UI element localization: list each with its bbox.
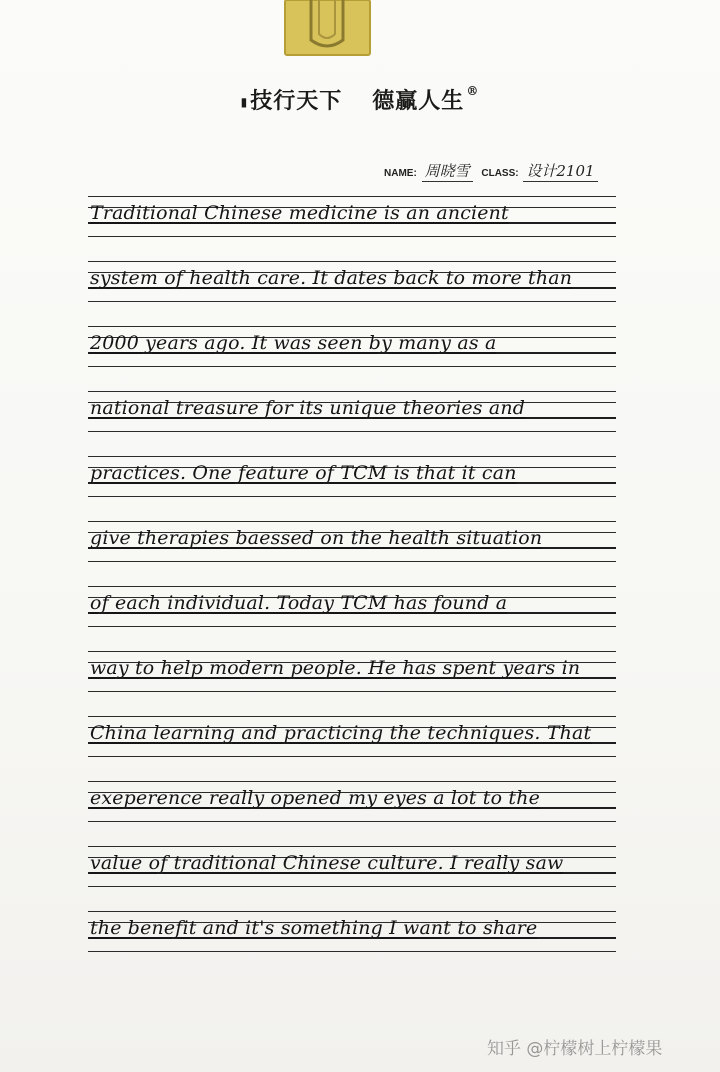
header-slogan-2: 德赢人生 [372,88,465,114]
line-row [88,521,616,561]
class-label: CLASS: [481,168,519,179]
handwritten-line: China learning and practicing the techniques. That [90,722,592,744]
line-row [88,846,616,886]
line-row [88,911,616,951]
line-row [88,716,616,756]
name-label: NAME: [384,168,417,179]
student-info [384,160,644,182]
line-row [88,456,616,496]
handwritten-line: give therapies baessed on the health situation [90,527,543,549]
header-left-mark: ▮ [240,95,249,109]
line-row [88,651,616,691]
handwritten-line: system of health care. It dates back to more than [90,267,573,289]
handwritten-line: Traditional Chinese medicine is an ancient [90,202,509,224]
line-row [88,261,616,301]
line-row [88,326,616,366]
binder-clip-icon [281,0,374,58]
page-header [0,84,720,115]
handwritten-line: national treasure for its unique theories and [90,397,526,419]
handwritten-line: of each individual. Today TCM has found a [90,592,508,614]
line-row [88,391,616,431]
name-value: 周晓雪 [422,160,473,182]
watermark: 知乎 @柠檬树上柠檬果 [487,1039,663,1059]
handwritten-line: the benefit and it's something I want to share [90,917,538,939]
handwritten-line: exeperence really opened my eyes a lot to the [90,787,541,809]
handwritten-line: way to help modern people. He has spent years in [90,657,581,679]
line-row [88,586,616,626]
handwritten-line: value of traditional Chinese culture. I really saw [90,852,564,874]
header-right-mark: ® [466,84,480,98]
header-slogan-1: 技行天下 [250,88,343,114]
handwritten-line: 2000 years ago. It was seen by many as a [90,332,497,354]
class-value: 设计2101 [523,160,597,182]
line-row [88,196,616,236]
line-row [88,781,616,821]
handwritten-line: practices. One feature of TCM is that it can [90,462,517,484]
